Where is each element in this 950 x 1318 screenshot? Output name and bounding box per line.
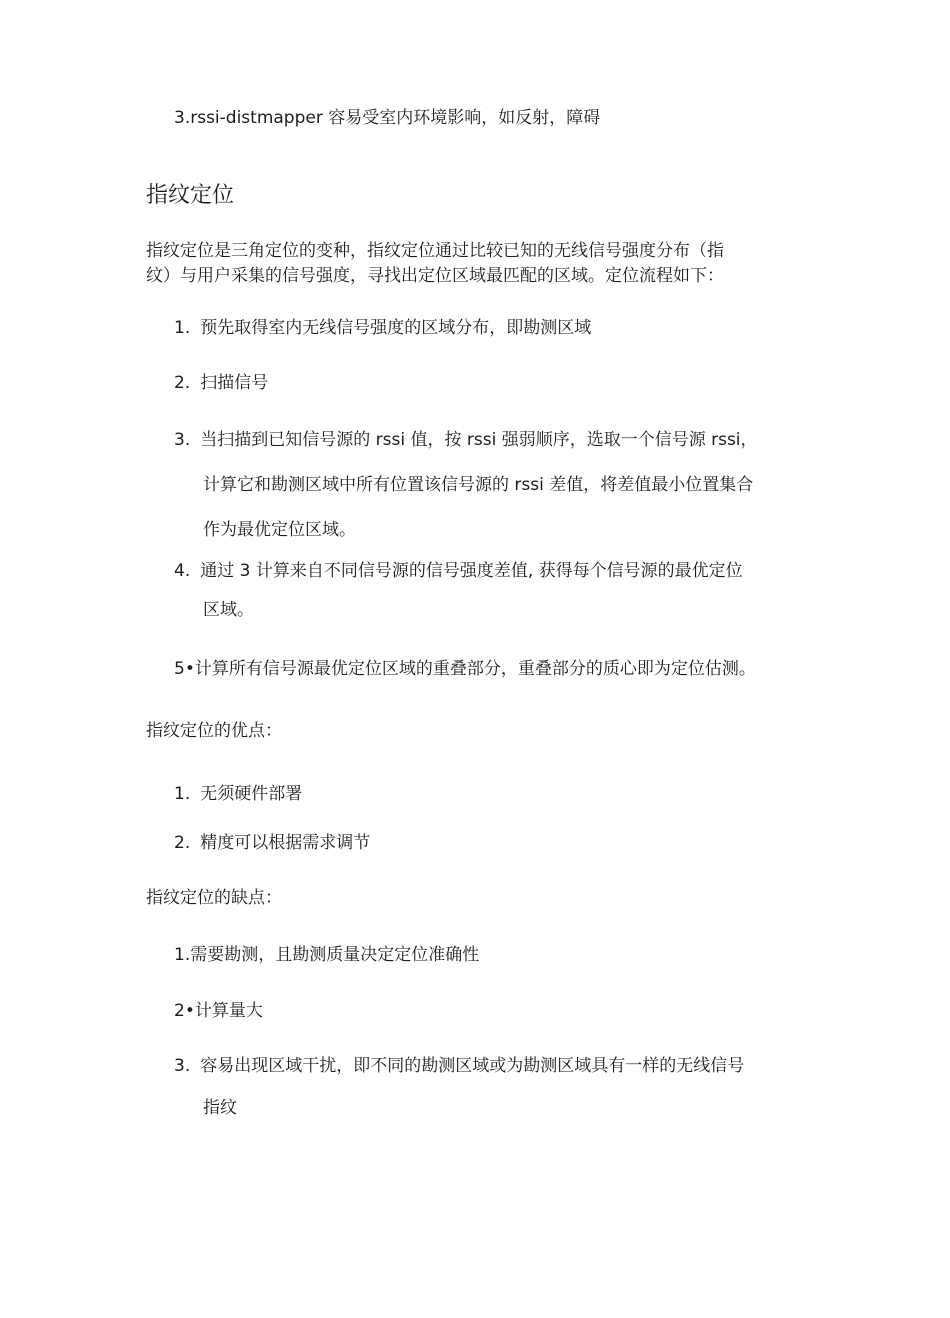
step-text: 当扫描到已知信号源的 rssi 值，按 rssi 强弱顺序，选取一个信号源 rssi， [200, 430, 758, 450]
paragraph-line-2: 纹）与用户采集的信号强度，寻找出定位区域最匹配的区域。定位流程如下： [146, 266, 724, 286]
pros-heading: 指纹定位的优点： [146, 721, 282, 741]
paragraph-line-1: 指纹定位是三角定位的变种，指纹定位通过比较已知的无线信号强度分布（指 [146, 241, 724, 261]
step-item-3-continuation: 计算它和勘测区域中所有位置该信号源的 rssi 差值，将差值最小位置集合 [203, 475, 754, 495]
pros-text: 无须硬件部署 [200, 784, 303, 804]
step-text: 通过 3 计算来自不同信号源的信号强度差值, 获得每个信号源的最优定位 [200, 561, 743, 581]
pros-text: 精度可以根据需求调节 [200, 833, 371, 853]
step-number: 2. [174, 373, 191, 393]
pros-item-1 [174, 782, 302, 806]
step-text: 扫描信号 [200, 373, 269, 393]
cons-item-2: 2•计算量大 [174, 1001, 263, 1021]
step-item-3 [174, 428, 758, 452]
step-number: 3. [174, 430, 191, 450]
cons-text: 容易出现区域干扰，即不同的勘测区域或为勘测区域具有一样的无线信号 [200, 1056, 745, 1076]
pros-number: 1. [174, 784, 191, 804]
pros-item-2 [174, 831, 370, 855]
step-item-3-continuation: 作为最优定位区域。 [203, 520, 356, 540]
step-item-4-continuation: 区域。 [203, 600, 254, 620]
pros-number: 2. [174, 833, 191, 853]
cons-item-1: 1.需要勘测，且勘测质量决定定位准确性 [174, 945, 480, 965]
step-item-2 [174, 371, 268, 395]
section-heading: 指纹定位 [146, 183, 235, 208]
cons-heading: 指纹定位的缺点： [146, 888, 282, 908]
step-number: 4. [174, 561, 191, 581]
step-item-4 [174, 559, 743, 583]
step-number: 1. [174, 318, 191, 338]
cons-item-3 [174, 1054, 744, 1078]
intro-list-item: 3.rssi-distmapper 容易受室内环境影响，如反射，障碍 [174, 108, 601, 128]
step-text: 预先取得室内无线信号强度的区域分布，即勘测区域 [200, 318, 592, 338]
step-item-1 [174, 316, 591, 340]
step-item-5: 5•计算所有信号源最优定位区域的重叠部分，重叠部分的质心即为定位估测。 [174, 659, 756, 679]
cons-number: 3. [174, 1056, 191, 1076]
cons-item-3-continuation: 指纹 [203, 1098, 237, 1118]
